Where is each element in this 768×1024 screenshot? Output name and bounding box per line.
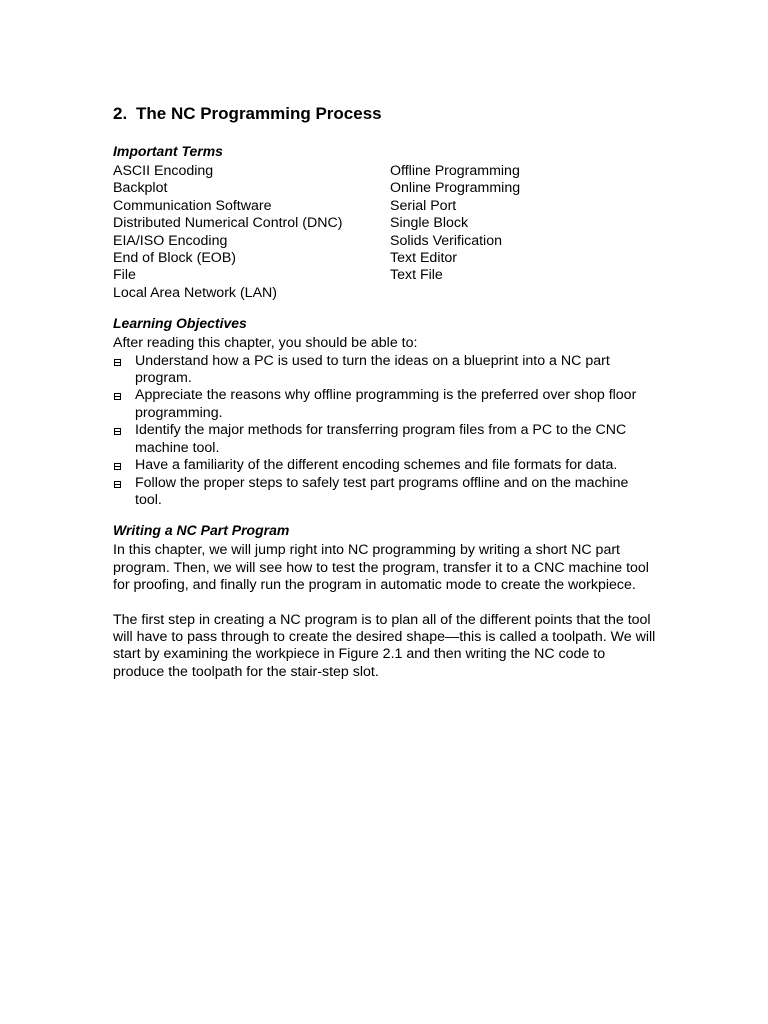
objective-text: Have a familiarity of the different encoding schemes and file formats for data. — [135, 457, 618, 474]
writing-section-heading: Writing a NC Part Program — [113, 522, 290, 539]
important-terms-heading: Important Terms — [113, 143, 223, 159]
list-item — [113, 475, 658, 510]
paragraph: In this chapter, we will jump right into NC programming by writing a short NC part program. Then, we will see how to test the program, transfer it to a CNC machine tool for proofing, and finally run the program in automatic mode to create the workpiece. — [113, 542, 649, 594]
learning-objectives — [113, 335, 658, 509]
list-item — [113, 353, 658, 388]
list-item — [113, 387, 658, 422]
chapter-title — [113, 103, 658, 125]
chapter-title-text: The NC Programming Process — [136, 104, 382, 123]
checkbox-bullet-icon — [113, 475, 135, 510]
objectives-intro: After reading this chapter, you should be able to: — [113, 335, 418, 352]
checkbox-bullet-icon — [113, 422, 135, 457]
objectives-list — [113, 353, 658, 510]
term: Serial Port — [390, 197, 457, 214]
checkbox-bullet-icon — [113, 457, 135, 474]
term: Single Block — [390, 215, 469, 232]
terms-column-right — [390, 163, 658, 302]
term: Offline Programming — [390, 163, 520, 179]
list-item — [113, 422, 658, 457]
term: Backplot — [113, 180, 168, 197]
objective-text: Follow the proper steps to safely test part programs offline and on the machine tool. — [135, 474, 629, 508]
important-terms-list — [113, 163, 658, 302]
term: ASCII Encoding — [113, 163, 214, 179]
document-page — [113, 103, 658, 698]
term: Distributed Numerical Control (DNC) — [113, 215, 343, 232]
objective-text: Understand how a PC is used to turn the ideas on a blueprint into a NC part program. — [135, 352, 610, 387]
term: End of Block (EOB) — [113, 250, 237, 267]
term: Text File — [390, 267, 443, 284]
term: Text Editor — [390, 250, 458, 267]
paragraph: The first step in creating a NC program is to plan all of the different points that the tool will have to pass through to create the desired shape—this is called a toolpath. We will start by examining the workpiece in Figure 2.1 and then writing the NC code to produce the toolpath for the stair-step slot. — [113, 611, 656, 680]
chapter-number: 2. — [113, 104, 128, 123]
term: EIA/ISO Encoding — [113, 232, 228, 249]
term: Local Area Network (LAN) — [113, 284, 278, 301]
objective-text: Identify the major methods for transferring program files from a PC to the CNC machine tool. — [135, 422, 627, 456]
objective-text: Appreciate the reasons why offline programming is the preferred over shop floor programming. — [135, 387, 637, 421]
term: File — [113, 267, 136, 284]
terms-column-left — [113, 163, 390, 302]
term: Solids Verification — [390, 232, 502, 249]
list-item — [113, 457, 658, 474]
checkbox-bullet-icon — [113, 353, 135, 388]
term: Communication Software — [113, 197, 272, 214]
checkbox-bullet-icon — [113, 387, 135, 422]
learning-objectives-heading: Learning Objectives — [113, 315, 247, 332]
term: Online Programming — [390, 180, 521, 197]
